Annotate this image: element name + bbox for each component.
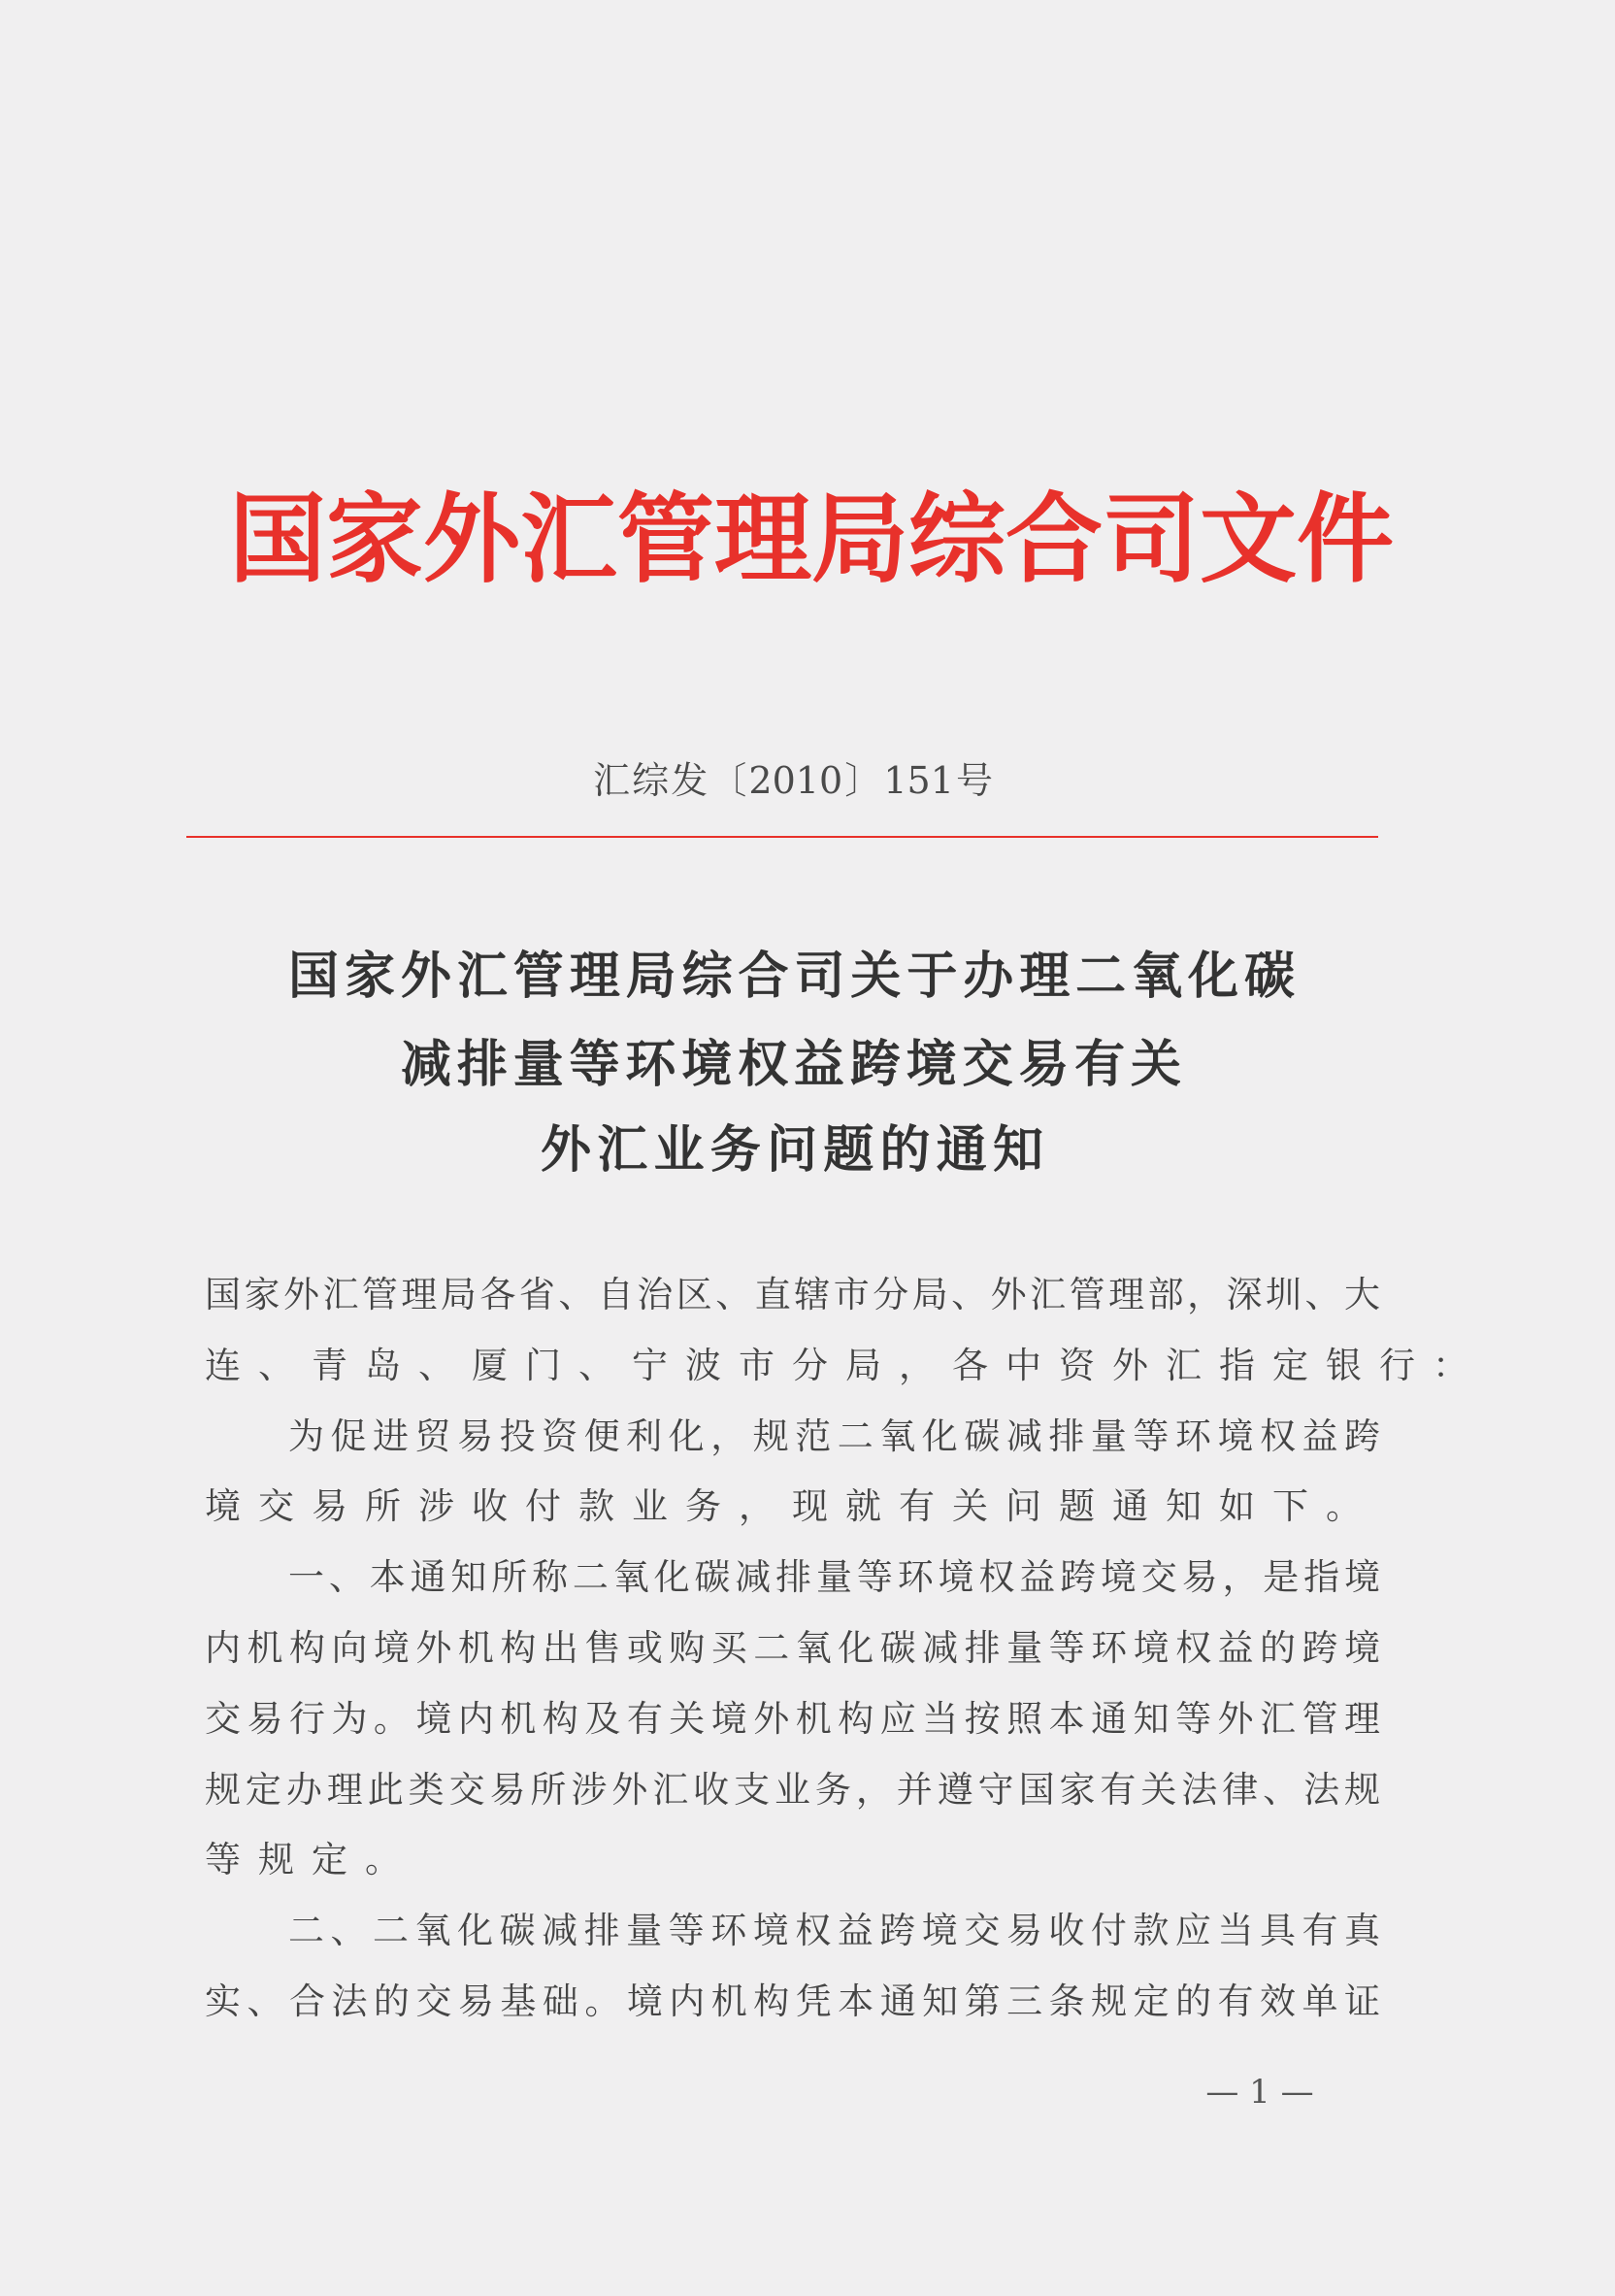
body-text-line: 二、二氧化碳减排量等环境权益跨境交易收付款应当具有真 <box>288 1910 1380 1952</box>
body-text-line: 国家外汇管理局各省、自治区、直辖市分局、外汇管理部，深圳、大 <box>205 1274 1380 1315</box>
body-text-line: 连、青岛、厦门、宁波市分局，各中资外汇指定银行： <box>205 1344 1486 1386</box>
body-text-line: 规定办理此类交易所涉外汇收支业务，并遵守国家有关法律、法规 <box>205 1768 1380 1811</box>
notice-title-line-1: 国家外汇管理局综合司关于办理二氧化碳 <box>288 947 1295 1006</box>
body-text-line: 一、本通知所称二氧化碳减排量等环境权益跨境交易，是指境 <box>288 1556 1380 1599</box>
body-text-line: 境交易所涉收付款业务，现就有关问题通知如下。 <box>205 1485 1379 1528</box>
body-text-line: 等规定。 <box>205 1839 418 1881</box>
body-text-line: 实、合法的交易基础。境内机构凭本通知第三条规定的有效单证 <box>205 1980 1380 2022</box>
notice-title-line-2: 减排量等环境权益跨境交易有关 <box>401 1035 1181 1094</box>
red-divider-line <box>186 836 1378 838</box>
issuer-header-title: 国家外汇管理局综合司文件 <box>229 482 1394 596</box>
page-number: — 1 — <box>1205 2073 1314 2112</box>
body-text-line: 内机构向境外机构出售或购买二氧化碳减排量等环境权益的跨境 <box>205 1627 1380 1669</box>
notice-title-line-3: 外汇业务问题的通知 <box>541 1120 1043 1180</box>
body-text-line: 交易行为。境内机构及有关境外机构应当按照本通知等外汇管理 <box>205 1697 1380 1740</box>
body-text-line: 为促进贸易投资便利化，规范二氧化碳减排量等环境权益跨 <box>288 1414 1380 1457</box>
document-number: 汇综发〔2010〕151号 <box>593 759 993 802</box>
